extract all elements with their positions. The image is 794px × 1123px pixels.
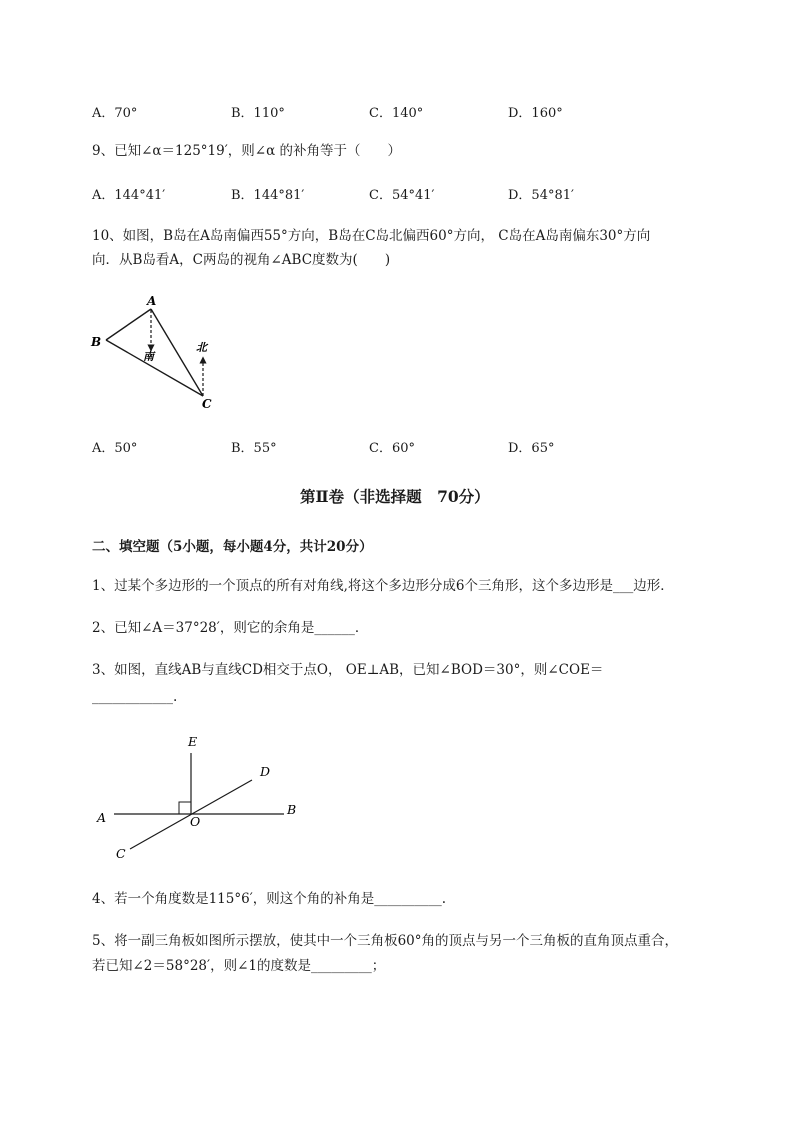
q3-figure	[92, 728, 312, 868]
q10-label-b: B	[91, 335, 102, 349]
q10-question-line2: 向．从B岛看A，C两岛的视角∠ABC度数为( )	[92, 252, 391, 268]
q10-option-b: B．55°	[231, 441, 277, 456]
q8-option-d: D．160°	[508, 106, 563, 121]
q9-option-c: C．54°41′	[369, 188, 435, 203]
q8-option-a: A．70°	[92, 106, 138, 121]
fill-q2: 2、已知∠A＝37°28′，则它的余角是______．	[92, 620, 369, 636]
q8-option-b: B．110°	[231, 106, 285, 121]
q9-option-d: D．54°81′	[508, 188, 574, 203]
fill-q5-line2: 若已知∠2＝58°28′，则∠1的度数是_________；	[92, 958, 386, 974]
q10-segment-bc	[106, 340, 203, 396]
q3-label-o: O	[190, 814, 201, 829]
fill-q5-line1: 5、将一副三角板如图所示摆放，使其中一个三角板60°角的顶点与另一个三角板的直角顶点重合，	[92, 933, 679, 949]
q3-label-c: C	[116, 846, 126, 861]
q10-question-line1: 10、如图，B岛在A岛南偏西55°方向，B岛在C岛北偏西60°方向， C岛在A岛南偏东30°方向	[92, 228, 651, 244]
q10-option-a: A．50°	[92, 441, 138, 456]
q10-label-north: 北	[196, 341, 207, 354]
part2-title: 第Ⅱ卷（非选择题 70分）	[300, 487, 490, 506]
q9-option-a: A．144°41′	[92, 188, 166, 203]
q9-option-b: B．144°81′	[231, 188, 305, 203]
q10-segment-ab	[106, 309, 151, 340]
q10-option-d: D．65°	[508, 441, 555, 456]
q9-question: 9、已知∠α＝125°19′，则∠α 的补角等于（ ）	[92, 143, 401, 159]
q3-label-d: D	[260, 764, 271, 779]
fill-q3-line2: ____________.	[92, 689, 178, 705]
q10-label-c: C	[202, 397, 212, 411]
fill-q3-line1: 3、如图，直线AB与直线CD相交于点O， OE⊥AB，已知∠BOD＝30°，则∠COE＝	[92, 662, 604, 678]
section2-heading: 二、填空题（5小题，每小题4分，共计20分）	[92, 539, 373, 555]
q3-right-angle-mark	[179, 802, 191, 814]
fill-q4: 4、若一个角度数是115°6′，则这个角的补角是__________.	[92, 891, 447, 907]
q10-label-a: A	[147, 294, 157, 308]
q10-label-south: 南	[143, 350, 154, 363]
q3-label-a: A	[97, 810, 107, 825]
q8-option-c: C．140°	[369, 106, 424, 121]
fill-q1: 1、过某个多边形的一个顶点的所有对角线,将这个多边形分成6个三角形，这个多边形是___边形．	[92, 578, 674, 594]
q3-label-e: E	[188, 734, 198, 749]
q10-option-c: C．60°	[369, 441, 415, 456]
q10-figure	[85, 290, 235, 415]
q3-label-b: B	[287, 802, 297, 817]
